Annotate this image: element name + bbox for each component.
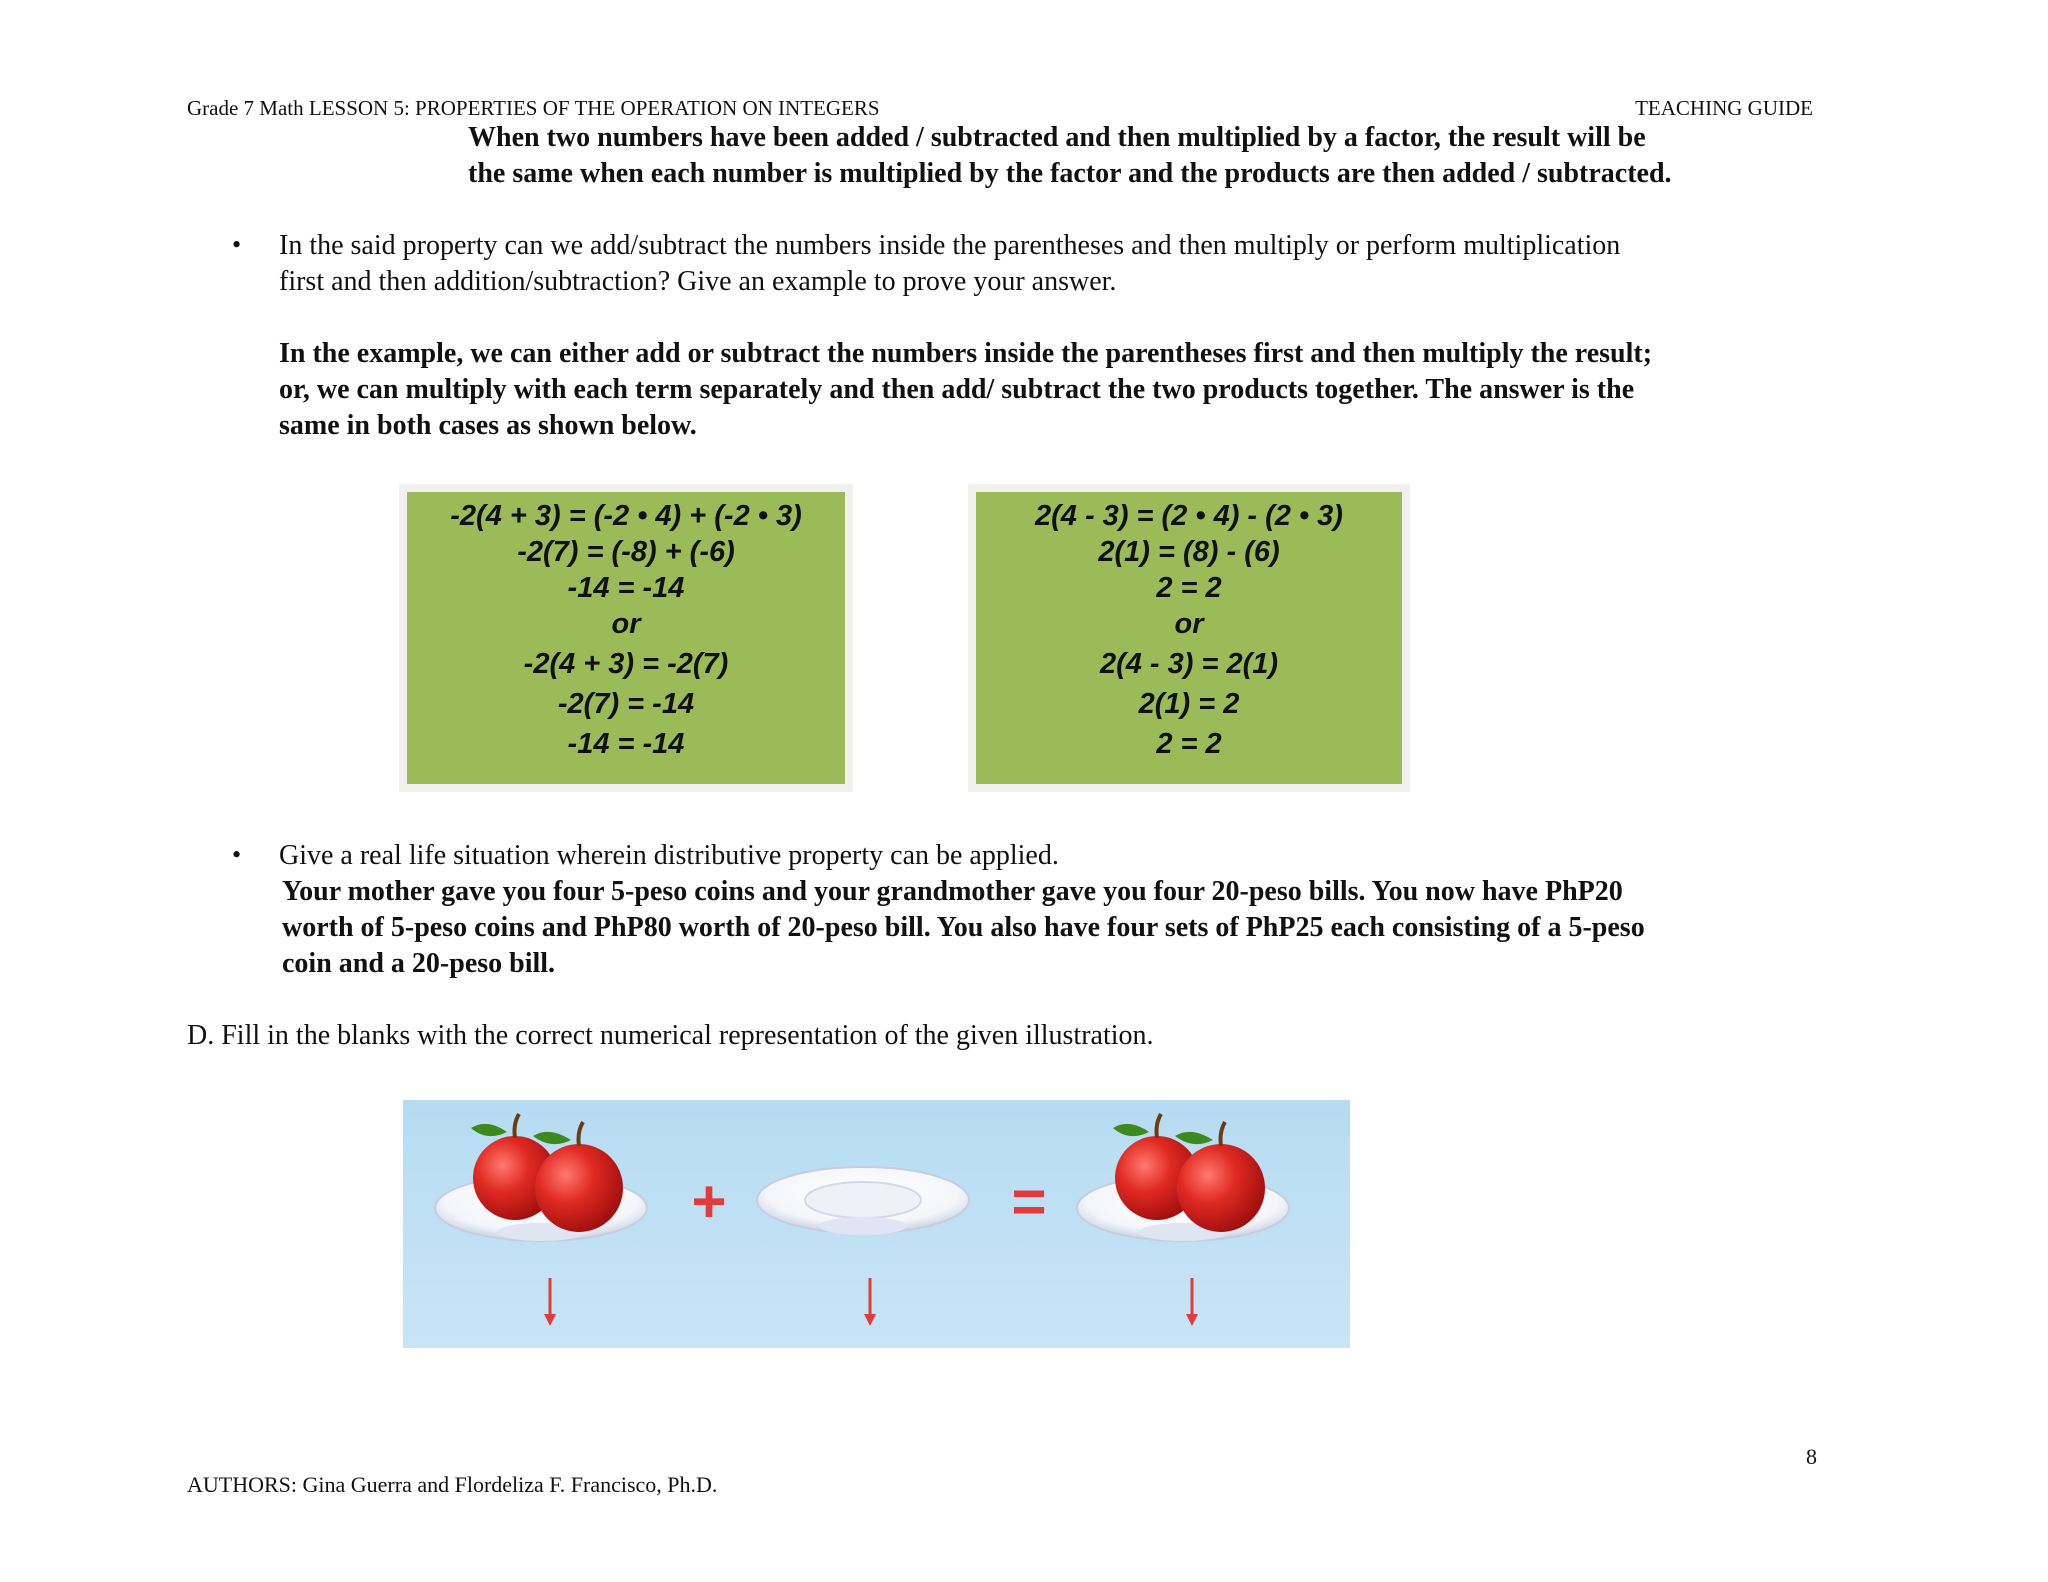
down-arrow-icon	[864, 1278, 876, 1326]
empty-plate-icon	[757, 1167, 969, 1235]
property-statement-line-1: When two numbers have been added / subtracted and then multiplied by a factor, the result will be	[468, 122, 1646, 153]
example-box-line: -2(7) = -14	[557, 688, 695, 720]
question-1-line-2: first and then addition/subtraction? Give an example to prove your answer.	[279, 266, 1117, 297]
example-box-line: 2(1) = 2	[1138, 688, 1240, 720]
running-header-title: Grade 7 Math LESSON 5: PROPERTIES OF THE OPERATION ON INTEGERS	[187, 96, 880, 120]
answer-2-line-2: worth of 5-peso coins and PhP80 worth of 20-peso bill. You also have four sets of PhP25 each consisting of a 5-peso	[282, 912, 1645, 943]
example-box-line: 2(1) = (8) - (6)	[1098, 536, 1280, 568]
example-box-line: 2(4 - 3) = 2(1)	[1099, 648, 1279, 680]
question-1-line-1: In the said property can we add/subtract the numbers inside the parentheses and then multiply or perform multiplication	[279, 230, 1621, 261]
example-box-line: -2(4 + 3) = -2(7)	[523, 648, 729, 680]
plate-with-apples-icon	[435, 1114, 647, 1241]
answer-1-line-1: In the example, we can either add or subtract the numbers inside the parentheses first and then multiply the result;	[279, 338, 1653, 369]
down-arrow-icon	[544, 1278, 556, 1326]
apple-icon	[533, 1122, 623, 1232]
example-box-line: -2(4 + 3) = (-2 • 4) + (-2 • 3)	[450, 500, 802, 532]
apples-on-plates-illustration	[403, 1100, 1350, 1348]
answer-1-line-3: same in both cases as shown below.	[279, 410, 697, 441]
answer-2-line-1: Your mother gave you four 5-peso coins and your grandmother gave you four 20-peso bills. You now have PhP20	[282, 876, 1623, 907]
property-statement-line-2: the same when each number is multiplied by the factor and the products are then added / subtracted.	[468, 158, 1672, 189]
section-d-instruction: D. Fill in the blanks with the correct numerical representation of the given illustration.	[187, 1020, 1154, 1051]
apple-icon	[1175, 1122, 1265, 1232]
plate-with-apples-icon	[1077, 1114, 1289, 1241]
answer-2-line-3: coin and a 20-peso bill.	[282, 948, 556, 979]
example-box-line: -14 = -14	[567, 728, 685, 760]
example-box-line: 2 = 2	[1156, 572, 1222, 604]
example-box-line: 2 = 2	[1156, 728, 1222, 760]
answer-1-line-2: or, we can multiply with each term separately and then add/ subtract the two products together. The answer is the	[279, 374, 1635, 405]
example-box-line: 2(4 - 3) = (2 • 4) - (2 • 3)	[1035, 500, 1343, 532]
example-box-subtraction	[976, 492, 1402, 784]
example-box-line: -2(7) = (-8) + (-6)	[517, 536, 735, 568]
illustration-graphic	[403, 1100, 1350, 1348]
bullet-glyph: •	[232, 230, 242, 259]
down-arrow-icon	[1186, 1278, 1198, 1326]
plus-symbol: +	[691, 1168, 727, 1235]
example-box-line: or	[611, 608, 641, 640]
page-number: 8	[1806, 1444, 1817, 1469]
example-box-addition	[407, 492, 845, 784]
bullet-glyph: •	[232, 840, 242, 869]
footer-authors: AUTHORS: Gina Guerra and Flordeliza F. Francisco, Ph.D.	[187, 1472, 718, 1497]
question-2: Give a real life situation wherein distributive property can be applied.	[279, 840, 1059, 871]
example-box-line: -14 = -14	[567, 572, 685, 604]
running-header-label: TEACHING GUIDE	[1635, 96, 1813, 120]
equals-symbol: =	[1011, 1168, 1047, 1235]
example-box-line: or	[1174, 608, 1204, 640]
